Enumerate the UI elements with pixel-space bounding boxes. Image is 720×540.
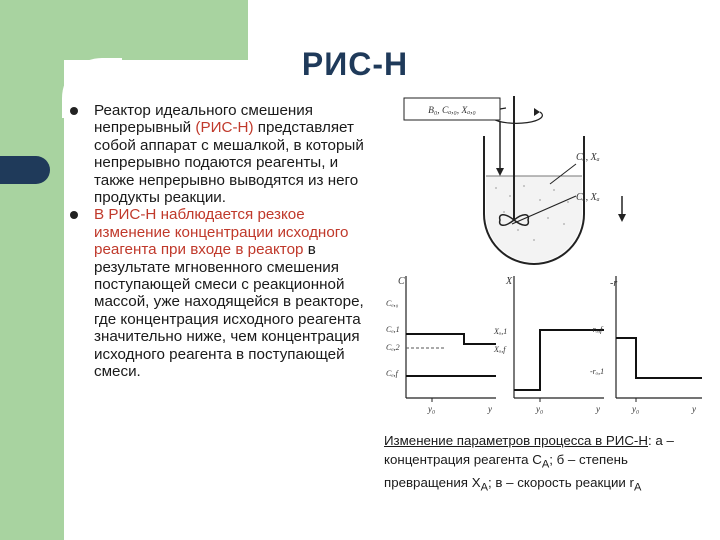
plot-a-y-axis: C	[398, 276, 405, 287]
caption-title: Изменение параметров процесса в РИС-Н	[384, 433, 648, 448]
figure-caption	[384, 432, 714, 497]
decor-green-bar	[0, 0, 248, 60]
decor-navy-tab	[0, 156, 50, 184]
bullet-list	[66, 102, 376, 381]
bullet-2-text: в результате мгновенного смешения поступающей смеси с реакционной массой, уже находящейся в реакторе, где концентрация исходного реагента значительно ниже, чем концентрация исходного реагента в поступающей смеси.	[94, 241, 364, 381]
caption-a-sub: A	[541, 458, 550, 471]
plot-c-x-mark: y₀	[632, 404, 640, 414]
plot-a-x-mark: y₀	[428, 404, 436, 414]
plot-a-level-3: Cₐ,f	[386, 369, 398, 378]
caption-a: а – концентрация реагента C	[384, 433, 674, 467]
inlet-label: B₀, Cₐ,₀, Xₐ,₀	[428, 106, 476, 116]
outlet-label: Cₐ, Xₐ	[576, 192, 600, 203]
bullet-1-highlight: (РИС-Н)	[195, 119, 254, 137]
plot-c	[590, 276, 702, 414]
caption-c-sub: A	[633, 481, 642, 494]
plot-a-level-0: Cₐ,₀	[386, 299, 399, 308]
inside-label: Cₐ, Xₐ	[576, 152, 600, 163]
plot-b-x-axis: y	[596, 404, 600, 414]
slide-title: РИС-Н	[301, 46, 409, 82]
plot-a	[386, 276, 496, 414]
plot-b-y-axis: X	[506, 276, 513, 287]
plot-c-y-axis: -r	[610, 278, 618, 289]
caption-colon: :	[647, 433, 652, 448]
plot-b-level-1: Xₐ,f	[494, 345, 506, 354]
bullet-2-highlight: В РИС-Н наблюдается резкое изменение концентрации исходного реагента при входе в реактор	[94, 206, 349, 259]
bullet-1-text: Реактор идеального смешения непрерывный	[94, 102, 313, 137]
bullet-item-1	[66, 102, 376, 206]
plot-b	[493, 276, 604, 414]
plot-b-x-mark: y₀	[536, 404, 544, 414]
plot-b-level-0: Xₐ,1	[494, 327, 508, 336]
process-plots	[384, 272, 704, 424]
bullet-dot-icon	[70, 107, 78, 115]
plot-a-level-1: Cₐ,1	[386, 325, 400, 334]
reactor-diagram	[400, 96, 626, 266]
caption-c: ; в – скорость реакции r	[487, 474, 634, 490]
decor-green-side	[0, 60, 64, 540]
plot-a-level-2: Cₐ,2	[386, 343, 400, 352]
plot-c-level-1: -rₐ,1	[590, 367, 605, 376]
plot-c-level-0: -rₐ,f	[590, 325, 603, 334]
plot-a-x-axis: y	[488, 404, 492, 414]
plot-c-x-axis: y	[692, 404, 696, 414]
caption-b: ; б – степень превращения X	[384, 451, 628, 490]
caption-b-sub: A	[480, 481, 488, 494]
bullet-dot-icon	[70, 211, 78, 219]
bullet-item-2	[66, 206, 376, 380]
bullet-1-text-end: представляет собой аппарат с мешалкой, в который непрерывно подаются реагенты, и также непрерывно выводятся из него продукты реакции.	[94, 119, 364, 207]
